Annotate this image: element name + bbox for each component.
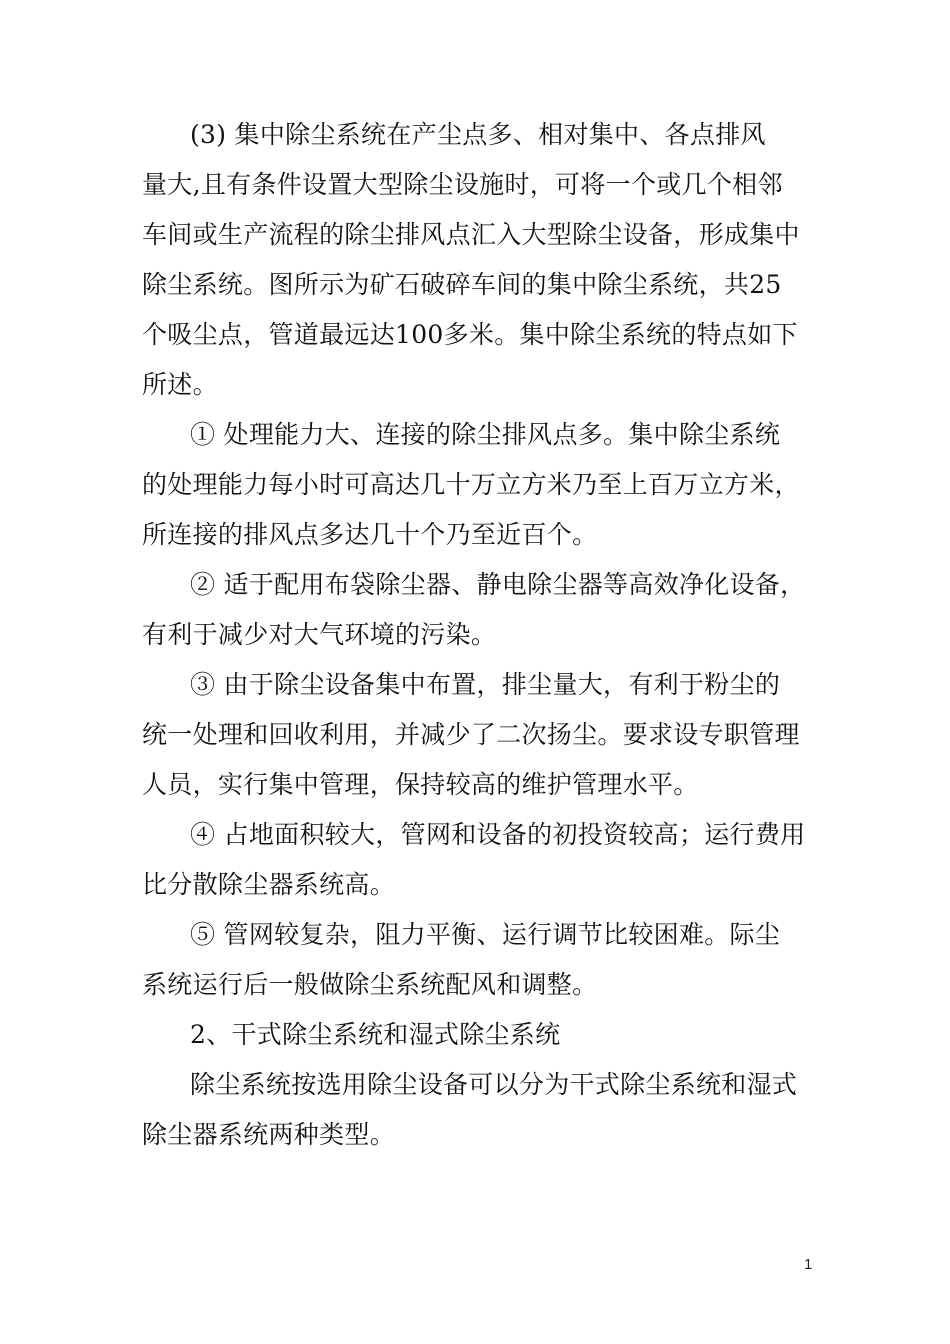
item-1-line-1: ① 处理能力大、连接的除尘排风点多。集中除尘系统: [190, 420, 781, 449]
paragraph-3-line-4: 除尘系统。图所示为矿石破碎车间的集中除尘系统，共25: [142, 270, 782, 299]
item-4-line-2: 比分散除尘器系统高。: [142, 870, 396, 899]
item-2-line-2: 有利于减少对大气环境的污染。: [142, 620, 497, 649]
item-3-line-2: 统一处理和回收利用，并减少了二次扬尘。要求设专职管理: [142, 720, 800, 749]
page-number: 1: [804, 1256, 813, 1273]
item-3-line-1: ③ 由于除尘设备集中布置，排尘量大，有利于粉尘的: [190, 670, 781, 699]
section-heading: 2、干式除尘系统和湿式除尘系统: [190, 1020, 561, 1049]
paragraph-3-line-2: 量大,且有条件设置大型除尘设施时，可将一个或几个相邻: [142, 170, 783, 199]
item-3-line-3: 人员，实行集中管理，保持较高的维护管理水平。: [142, 770, 699, 799]
closing-paragraph-line-1: 除尘系统按选用除尘设备可以分为干式除尘系统和湿式: [190, 1070, 798, 1099]
item-5-line-2: 系统运行后一般做除尘系统配风和调整。: [142, 970, 598, 999]
closing-paragraph-line-2: 除尘器系统两种类型。: [142, 1120, 396, 1149]
paragraph-3-line-5: 个吸尘点，管道最远达100多米。集中除尘系统的特点如下: [142, 320, 798, 349]
item-1-line-2: 的处理能力每小时可高达几十万立方米乃至上百万立方米，: [142, 470, 800, 499]
item-1-line-3: 所连接的排风点多达几十个乃至近百个。: [142, 520, 598, 549]
item-4-line-1: ④ 占地面积较大，管网和设备的初投资较高；运行费用: [190, 820, 806, 849]
item-5-line-1: ⑤ 管网较复杂，阻力平衡、运行调节比较困难。际尘: [190, 920, 781, 949]
paragraph-3-line-6: 所述。: [142, 370, 218, 399]
paragraph-3-line-3: 车间或生产流程的除尘排风点汇入大型除尘设备，形成集中: [142, 220, 800, 249]
paragraph-3-line-1: (3) 集中除尘系统在产尘点多、相对集中、各点排风: [190, 120, 766, 149]
item-2-line-1: ② 适于配用布袋除尘器、静电除尘器等高效净化设备，: [190, 570, 806, 599]
